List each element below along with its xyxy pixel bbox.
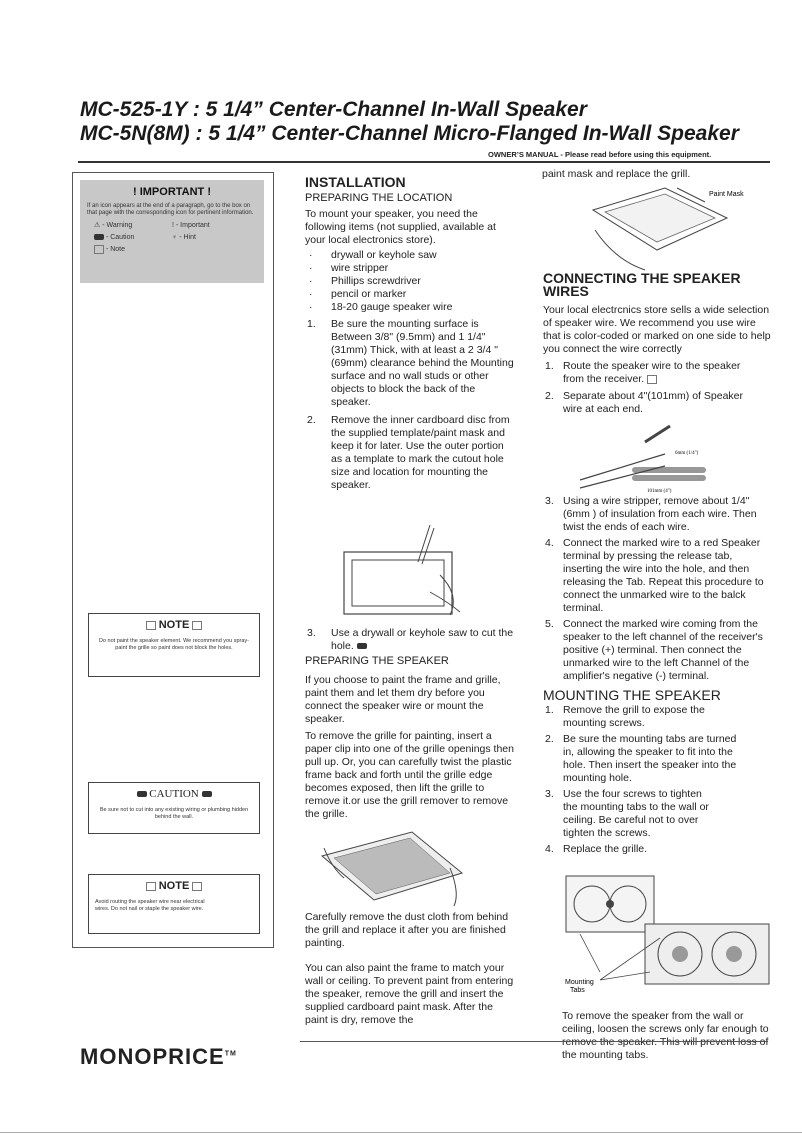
note-icon [192, 882, 202, 891]
note-icon [647, 375, 657, 384]
list-item: 5. Connect the marked wire coming from the speaker to the left channel of the receiver's positive (+) terminal. Then connect the unmarked wire to the left Channel of the amplifier's negative (-) terminal. [545, 618, 763, 682]
dust-paragraph: Carefully remove the dust cloth from behind the grill and replace it after you are finished painting. [305, 911, 509, 949]
note-box-paint [88, 613, 260, 677]
important-box [80, 180, 264, 283]
caution-icon [137, 791, 147, 797]
list-item: · 18-20 gauge speaker wire [305, 301, 515, 314]
list-item: 3. Use the four screws to tighten the mounting tabs to the wall or ceiling. Be careful not to over tighten the screws. [545, 788, 709, 839]
list-item: · pencil or marker [305, 288, 515, 301]
connecting-intro: Your local electrcnics store sells a wide selection of speaker wire. We recommend you use wire that is color-coded or marked on one side to help you connect the wire correctly [543, 304, 771, 355]
list-item: 1. Remove the grill to expose the mounting screws. [545, 704, 705, 729]
caution-icon [357, 643, 367, 649]
legend-warning: ⚠ - Warning [94, 222, 133, 229]
caution-icon [94, 234, 104, 240]
list-item: 4. Replace the grille. [545, 843, 648, 855]
closing-text: To remove the speaker from the wall or ceiling, loosen the screws only far enough to remove the speaker. This will prevent loss of the mounting tabs. [562, 1010, 769, 1061]
icon-legend [94, 220, 250, 256]
wire-label-101mm: 101mm (4") [647, 489, 672, 494]
important-heading: ! IMPORTANT ! [132, 186, 211, 198]
title-line-2: MC-5N(8M) : 5 1/4” Center-Channel Micro-Flanged In-Wall Speaker [80, 122, 739, 145]
note-icon [192, 621, 202, 630]
list-item: 3. Using a wire stripper, remove about 1/4"(6mm ) of insulation from each wire. Then twist the ends of each wire. [545, 495, 757, 533]
mounting-tabs-label: Mounting Tabs [565, 979, 594, 994]
legend-note: - Note [94, 244, 172, 256]
legend-important: ! - Important [172, 222, 210, 229]
list-item: 3. Use a drywall or keyhole saw to cut the hole. [307, 627, 514, 652]
note-icon [94, 245, 104, 254]
legend-hint: ♀ - Hint [172, 234, 196, 241]
top-rule [78, 161, 770, 163]
bottom-rule [300, 1041, 768, 1042]
caution-text: Be sure not to cut into any existing wiring or plumbing hidden behind the wall. [99, 807, 249, 820]
list-item: 2. Be sure the mounting tabs are turned in, allowing the speaker to fit into the hole. Then insert the speaker into the mounting hole. [545, 733, 737, 784]
list-item: · wire stripper [305, 262, 515, 275]
important-icon: ! [172, 222, 174, 229]
note-icon [146, 882, 156, 891]
note-text: Avoid routing the speaker wire near electrical wires. Do not nail or staple the speaker wire. [95, 899, 205, 912]
title-line-1: MC-525-1Y : 5 1/4” Center-Channel In-Wall Speaker [80, 98, 587, 121]
note-heading: NOTE [158, 880, 190, 892]
paint-mask-illustration [585, 180, 744, 275]
paint-paragraph: If you choose to paint the frame and grille, paint them and let them dry before you connect the speaker wire or mount the speaker. [305, 674, 501, 725]
grille-illustration [312, 828, 472, 908]
list-item: 2. Remove the inner cardboard disc from the supplied template/paint mask and keep it for later. Use the outer portion as a template to mark the cutout hole size and location for mounting the speaker. [307, 414, 510, 491]
note-icon [146, 621, 156, 630]
caution-icon [202, 791, 212, 797]
connecting-heading: CONNECTING THE SPEAKER WIRES [543, 270, 741, 299]
template-illustration [330, 520, 470, 630]
legend-caution: - Caution [94, 232, 172, 244]
wire-label-6mm: 6mm (1/4") [675, 451, 699, 456]
list-item: 2. Separate about 4"(101mm) of Speaker wire at each end. [545, 390, 743, 415]
items-list [305, 249, 515, 314]
caution-box [88, 782, 260, 834]
preparing-location-heading: PREPARING THE LOCATION [305, 192, 453, 204]
mounting-illustration [560, 872, 775, 1007]
hint-icon: ♀ [172, 234, 178, 241]
location-steps-cont [305, 627, 515, 653]
speaker-prep-column [305, 627, 515, 821]
important-text: If an icon appears at the end of a paragraph, go to the box on that page with the corresponding icon for pertinent information. [87, 203, 254, 216]
note-box-wire [88, 874, 260, 934]
connecting-steps-b [543, 495, 768, 683]
manual-note: OWNER’S MANUAL - Please read before using this equipment. [488, 150, 712, 159]
grille-paragraph: To remove the grille for painting, insert a paper clip into one of the grille openings then pull up. Or, you can carefully twist the plastic frame back and forth until the grille edge becomes exposed, then lift the grille to remove it.or use the grill remover to remove the grille. [305, 730, 514, 820]
continuation-text: paint mask and replace the grill. [542, 168, 691, 180]
mounting-steps [543, 704, 743, 856]
warning-icon: ⚠ [94, 222, 101, 229]
dust-cloth-text [305, 911, 515, 1027]
installation-column [305, 176, 515, 492]
note-heading: NOTE [158, 619, 190, 631]
monoprice-logo: MONOPRICE™ [80, 1044, 237, 1069]
preparing-speaker-heading: PREPARING THE SPEAKER [305, 655, 449, 667]
note-text: Do not paint the speaker element. We recommend you spray-paint the grille so paint does not block the holes. [98, 638, 249, 651]
list-item: 1. Be sure the mounting surface is Between 3/8" (9.5mm) and 1 1/4" (31mm) Thick, with at least a 2 3/4 " (69mm) clearance behind the Mounting surface and no wall studs or other objects to block the back of the speaker. [307, 318, 514, 408]
list-item: 4. Connect the marked wire to a red Speaker terminal by pressing the release tab, inserting the wire into the hole, and then releasing the Tab. Repeat this procedure to connect the unmarked wire to the balck terminal. [545, 537, 764, 614]
paint-frame-paragraph: You can also paint the frame to match your wall or ceiling. To prevent paint from entering the speaker, remove the grill and insert the supplied cardboard paint mask. After the paint is dry, remove the [305, 962, 514, 1026]
intro-text: To mount your speaker, you need the following items (not supplied, available at your local electronics store). [305, 208, 496, 246]
list-item: 1. Route the speaker wire to the speaker from the receiver. [545, 360, 741, 385]
connecting-steps-b-column [543, 495, 768, 856]
list-item: · Phillips screwdriver [305, 275, 515, 288]
page-edge [0, 1132, 802, 1139]
connecting-steps-a [543, 360, 743, 416]
connecting-column [543, 272, 783, 416]
caution-heading: CAUTION [149, 788, 199, 800]
location-steps [305, 318, 515, 492]
paint-mask-label: Paint Mask [709, 191, 744, 198]
mounting-heading: MOUNTING THE SPEAKER [543, 687, 721, 703]
list-item: · drywall or keyhole saw [305, 249, 515, 262]
installation-heading: INSTALLATION [305, 174, 406, 190]
wire-illustration [575, 422, 725, 497]
